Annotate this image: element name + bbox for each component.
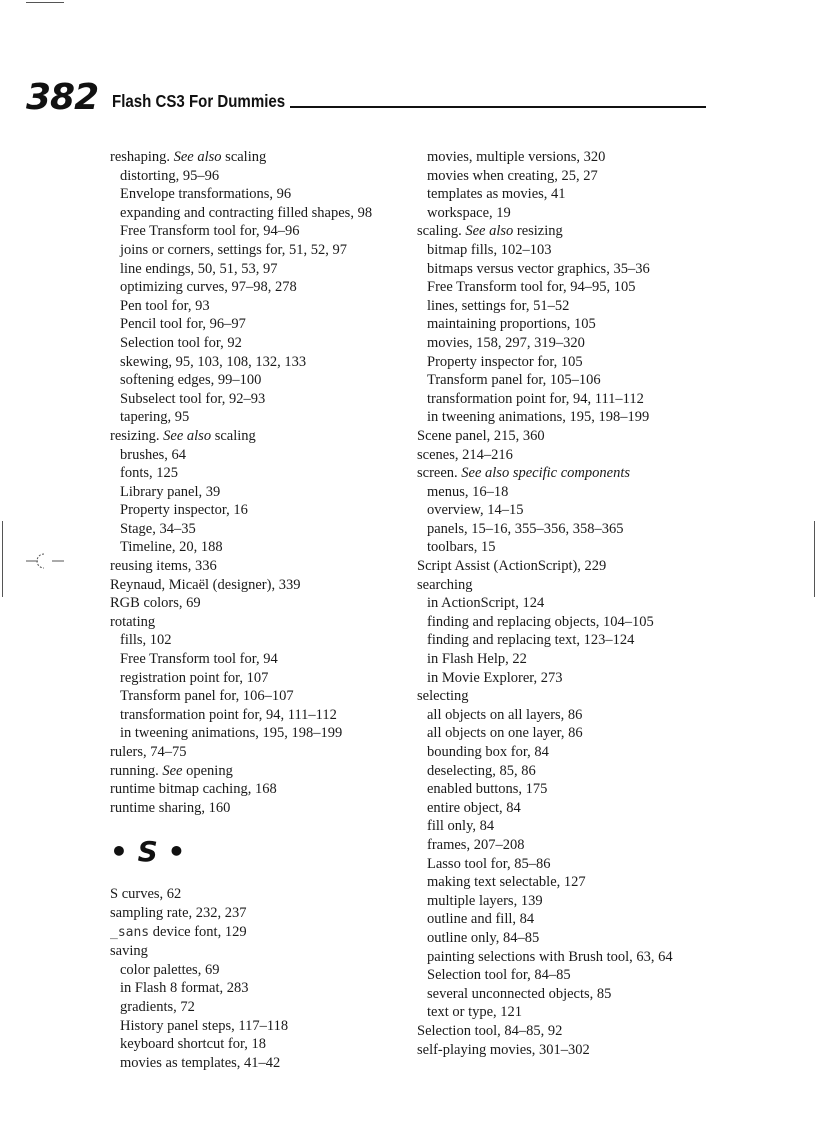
entry-text: in tweening animations, 195, 198–199 (120, 725, 343, 742)
entry-text: painting selections with Brush tool, 63, 64 (427, 948, 673, 965)
entry-text: bounding box for, 84 (427, 744, 549, 760)
index-subentry (110, 1054, 420, 1073)
index-subentry (417, 929, 727, 948)
index-subentry (110, 464, 420, 483)
index-subentry (417, 855, 727, 874)
entry-text: templates as movies, 41 (427, 186, 566, 203)
entry-text: color palettes, 69 (120, 961, 220, 978)
index-subentry (417, 390, 727, 409)
entry-text: self-playing movies, 301–302 (417, 1041, 590, 1058)
entry-text: bitmap fills, 102–103 (427, 241, 552, 258)
index-subentry (417, 371, 727, 390)
index-entry (417, 557, 727, 576)
cross-reference: See also specific components (461, 465, 630, 482)
index-subentry (110, 1017, 420, 1036)
crop-mark-left (2, 521, 3, 597)
index-subentry (110, 706, 420, 725)
entry-text: movies, 158, 297, 319–320 (427, 334, 585, 351)
entry-text: Transform panel for, 106–107 (120, 688, 294, 705)
entry-text: runtime sharing, 160 (110, 799, 231, 816)
index-subentry (417, 799, 727, 818)
entry-text: keyboard shortcut for, 18 (120, 1036, 266, 1053)
index-subentry (417, 836, 727, 855)
index-entry (110, 923, 420, 943)
index-entry (110, 613, 420, 632)
entry-text: registration point for, 107 (120, 669, 269, 686)
index-subentry (417, 297, 727, 316)
entry-text: in Movie Explorer, 273 (427, 669, 563, 686)
entry-text: overview, 14–15 (427, 502, 524, 519)
index-column-right (417, 148, 727, 1059)
index-subentry (417, 650, 727, 669)
index-subentry (110, 353, 420, 372)
entry-text: Free Transform tool for, 94–95, 105 (427, 279, 636, 296)
entry-text: Scene panel, 215, 360 (417, 427, 545, 444)
entry-text: Envelope transformations, 96 (120, 186, 292, 203)
entry-text: transformation point for, 94, 111–112 (120, 706, 337, 723)
index-subentry (110, 631, 420, 650)
entry-text: workspace, 19 (427, 204, 511, 221)
entry-text: all objects on all layers, 86 (427, 706, 583, 723)
entry-text: Free Transform tool for, 94–96 (120, 223, 300, 240)
index-entries-s (110, 885, 420, 1072)
entry-text: Property inspector, 16 (120, 502, 248, 519)
index-column-left (110, 148, 420, 1072)
index-entry (110, 885, 420, 904)
entry-text: skewing, 95, 103, 108, 132, 133 (120, 353, 307, 370)
index-entry (417, 576, 727, 595)
entry-text: in ActionScript, 124 (427, 595, 545, 612)
index-subentry (417, 538, 727, 557)
index-entry (417, 1022, 727, 1041)
header-rule (290, 106, 706, 108)
index-subentry (110, 501, 420, 520)
crop-mark-right (814, 521, 815, 597)
registration-mark-icon (24, 548, 68, 574)
entry-text: saving (110, 943, 148, 960)
page-number: 382 (26, 77, 99, 118)
entry-text: scaling. (417, 223, 466, 240)
entry-text: rulers, 74–75 (110, 744, 187, 760)
index-subentry (110, 520, 420, 539)
entry-text: multiple layers, 139 (427, 892, 543, 909)
entry-text: rotating (110, 613, 156, 630)
index-subentry (417, 613, 727, 632)
index-subentry (417, 762, 727, 781)
index-subentry (110, 408, 420, 427)
entry-text: gradients, 72 (120, 998, 195, 1015)
index-entry (417, 427, 727, 446)
entry-text: Property inspector for, 105 (427, 353, 583, 370)
entry-text: enabled buttons, 175 (427, 781, 548, 798)
entry-text: line endings, 50, 51, 53, 97 (120, 260, 278, 277)
entry-text: transformation point for, 94, 111–112 (427, 390, 644, 407)
index-subentry (417, 910, 727, 929)
index-entry (110, 762, 420, 781)
index-subentry (110, 979, 420, 998)
index-subentry (110, 185, 420, 204)
entry-text: bitmaps versus vector graphics, 35–36 (427, 260, 650, 277)
entry-text: reshaping. (110, 149, 174, 165)
index-subentry (417, 167, 727, 186)
index-subentry (110, 483, 420, 502)
index-subentry (110, 446, 420, 465)
entry-text: menus, 16–18 (427, 483, 509, 500)
index-entry (417, 687, 727, 706)
index-entry (417, 222, 727, 241)
index-entry (417, 464, 727, 483)
entry-text: Pencil tool for, 96–97 (120, 316, 246, 333)
entry-text: fills, 102 (120, 632, 172, 649)
index-subentry (110, 260, 420, 279)
entry-text: making text selectable, 127 (427, 874, 586, 891)
index-subentry (110, 687, 420, 706)
index-entry (110, 576, 420, 595)
cross-reference: See also (163, 427, 212, 444)
index-subentry (110, 371, 420, 390)
index-subentry (417, 669, 727, 688)
index-entry (110, 799, 420, 818)
index-subentry (110, 315, 420, 334)
entry-text: runtime bitmap caching, 168 (110, 781, 277, 798)
index-subentry (417, 408, 727, 427)
entry-text: selecting (417, 688, 469, 705)
entry-text: scenes, 214–216 (417, 446, 513, 463)
entry-text: Selection tool, 84–85, 92 (417, 1022, 563, 1039)
entry-text: fill only, 84 (427, 818, 495, 835)
index-entry (110, 557, 420, 576)
index-subentry (417, 520, 727, 539)
index-subentry (110, 222, 420, 241)
index-subentry (417, 780, 727, 799)
entry-text: Stage, 34–35 (120, 520, 196, 537)
index-entry (110, 427, 420, 446)
index-subentry (110, 538, 420, 557)
index-subentry (417, 631, 727, 650)
entry-text-after: device font, 129 (149, 923, 247, 940)
index-subentry (110, 334, 420, 353)
entry-text: panels, 15–16, 355–356, 358–365 (427, 520, 624, 537)
index-entries-r (110, 148, 420, 817)
entry-text: several unconnected objects, 85 (427, 985, 612, 1002)
entry-text: outline and fill, 84 (427, 911, 535, 928)
entry-text: all objects on one layer, 86 (427, 725, 583, 742)
index-subentry (417, 724, 727, 743)
entry-text: Free Transform tool for, 94 (120, 651, 278, 668)
index-subentry (110, 998, 420, 1017)
index-subentry (417, 501, 727, 520)
entry-text: resizing. (110, 427, 164, 444)
index-entries-s-continued (417, 148, 727, 1059)
entry-text: History panel steps, 117–118 (120, 1017, 289, 1034)
index-entry (110, 148, 420, 167)
entry-text: distorting, 95–96 (120, 167, 220, 184)
index-entry (417, 446, 727, 465)
index-subentry (417, 817, 727, 836)
index-subentry (110, 650, 420, 669)
entry-text: fonts, 125 (120, 465, 178, 482)
entry-text: in tweening animations, 195, 198–199 (427, 409, 650, 426)
entry-text: Lasso tool for, 85–86 (427, 855, 551, 872)
entry-text: optimizing curves, 97–98, 278 (120, 279, 297, 296)
index-subentry (110, 669, 420, 688)
entry-text-after: scaling (211, 427, 256, 444)
entry-text: Pen tool for, 93 (120, 297, 210, 314)
entry-text: frames, 207–208 (427, 836, 525, 853)
index-subentry (110, 961, 420, 980)
entry-text: movies when creating, 25, 27 (427, 167, 598, 184)
entry-text: deselecting, 85, 86 (427, 762, 536, 779)
index-subentry (417, 148, 727, 167)
entry-text: lines, settings for, 51–52 (427, 297, 570, 314)
crop-mark-top (26, 2, 64, 3)
entry-text: softening edges, 99–100 (120, 372, 262, 389)
index-subentry (417, 873, 727, 892)
index-subentry (110, 1035, 420, 1054)
index-subentry (417, 706, 727, 725)
cross-reference: See also (465, 223, 514, 240)
index-subentry (417, 892, 727, 911)
page-header (26, 78, 716, 118)
index-subentry (110, 241, 420, 260)
index-subentry (110, 278, 420, 297)
index-entry (417, 1041, 727, 1060)
entry-text: searching (417, 576, 473, 593)
index-entry (110, 594, 420, 613)
index-entry (110, 904, 420, 923)
entry-text-after: scaling (221, 149, 267, 165)
index-subentry (110, 390, 420, 409)
entry-text: Selection tool for, 92 (120, 334, 242, 351)
entry-text: finding and replacing objects, 104–105 (427, 613, 654, 630)
cross-reference: See also (173, 149, 222, 165)
entry-text: Subselect tool for, 92–93 (120, 390, 266, 407)
index-subentry (417, 315, 727, 334)
code-term: _sans (110, 924, 150, 940)
index-subentry (417, 985, 727, 1004)
section-heading-s: • S • (110, 835, 186, 869)
entry-text: in Flash 8 format, 283 (120, 980, 249, 997)
entry-text: reusing items, 336 (110, 558, 217, 575)
entry-text: Selection tool for, 84–85 (427, 967, 571, 984)
entry-text: S curves, 62 (110, 886, 182, 903)
index-subentry (417, 241, 727, 260)
index-subentry (110, 204, 420, 223)
index-entry (110, 780, 420, 799)
index-subentry (417, 204, 727, 223)
entry-text: movies, multiple versions, 320 (427, 149, 606, 165)
entry-text: brushes, 64 (120, 446, 187, 463)
index-subentry (417, 966, 727, 985)
book-title: Flash CS3 For Dummies (112, 91, 286, 111)
index-subentry (417, 353, 727, 372)
index-subentry (417, 185, 727, 204)
entry-text-after: resizing (513, 223, 563, 240)
entry-text: maintaining proportions, 105 (427, 316, 596, 333)
index-subentry (110, 297, 420, 316)
entry-text: expanding and contracting filled shapes, 98 (120, 204, 373, 221)
index-subentry (110, 167, 420, 186)
entry-text: running. (110, 762, 163, 779)
entry-text-after: opening (182, 762, 233, 779)
index-subentry (417, 948, 727, 967)
entry-text: Transform panel for, 105–106 (427, 372, 601, 389)
entry-text: Reynaud, Micaël (designer), 339 (110, 576, 301, 593)
entry-text: Library panel, 39 (120, 483, 221, 500)
index-subentry (417, 334, 727, 353)
entry-text: tapering, 95 (120, 409, 190, 426)
index-subentry (417, 594, 727, 613)
index-subentry (110, 724, 420, 743)
index-subentry (417, 483, 727, 502)
entry-text: entire object, 84 (427, 799, 521, 816)
cross-reference: See (162, 762, 183, 779)
entry-text: toolbars, 15 (427, 539, 496, 556)
entry-text: in Flash Help, 22 (427, 651, 527, 668)
index-subentry (417, 743, 727, 762)
index-subentry (417, 1003, 727, 1022)
index-subentry (417, 278, 727, 297)
entry-text: RGB colors, 69 (110, 595, 201, 612)
entry-text: text or type, 121 (427, 1004, 523, 1021)
entry-text: finding and replacing text, 123–124 (427, 632, 635, 649)
entry-text: joins or corners, settings for, 51, 52, 97 (120, 241, 347, 258)
index-entry (110, 743, 420, 762)
entry-text: screen. (417, 465, 462, 482)
entry-text: outline only, 84–85 (427, 929, 540, 946)
entry-text: Script Assist (ActionScript), 229 (417, 558, 607, 575)
index-entry (110, 942, 420, 961)
entry-text: movies as templates, 41–42 (120, 1054, 281, 1071)
index-subentry (417, 260, 727, 279)
entry-text: sampling rate, 232, 237 (110, 904, 247, 921)
entry-text: Timeline, 20, 188 (120, 539, 223, 556)
